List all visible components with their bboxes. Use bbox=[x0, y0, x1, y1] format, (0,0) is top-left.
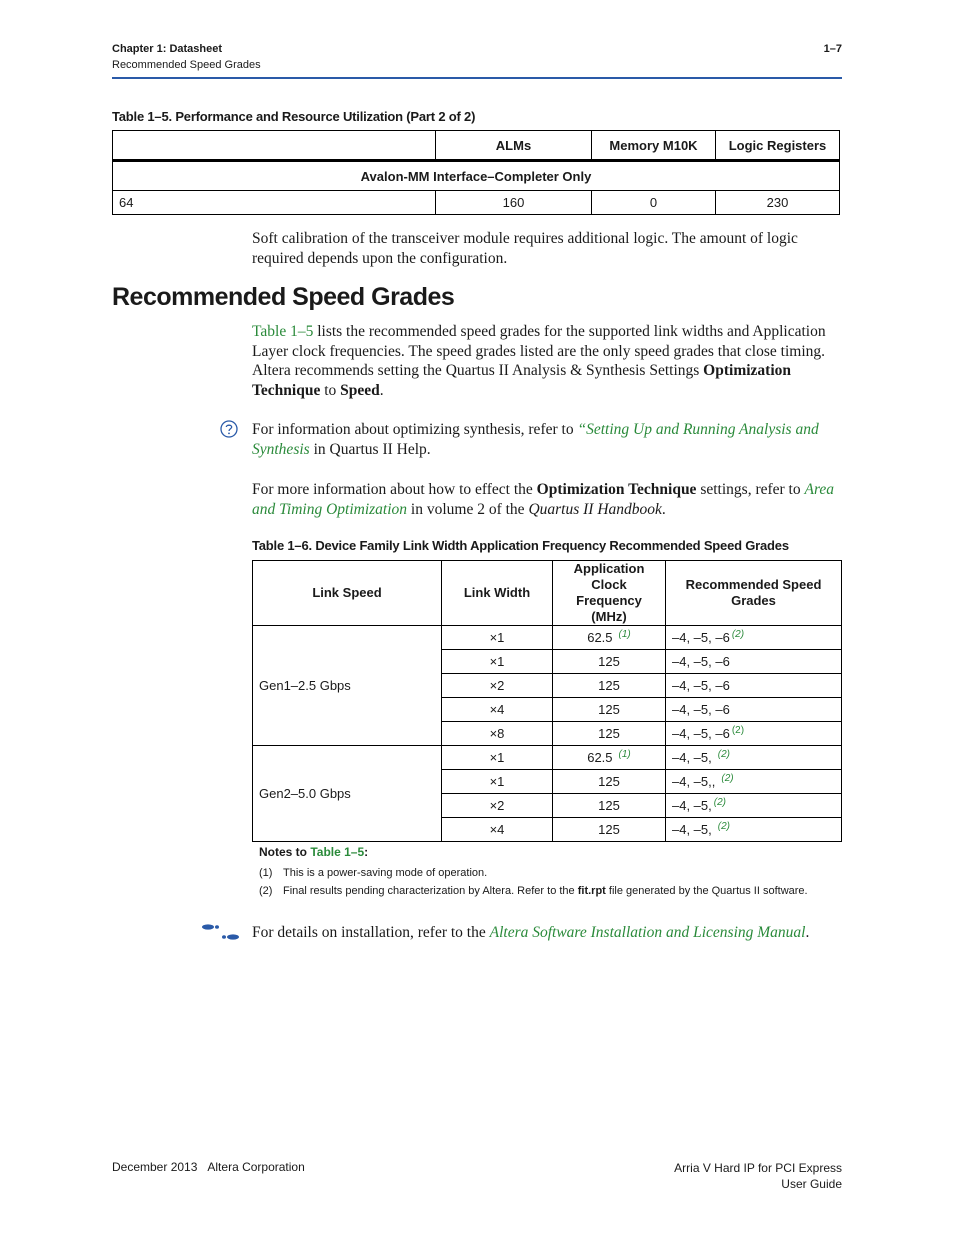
note-ref-1[interactable]: (1) bbox=[618, 749, 631, 760]
frequency-cell bbox=[553, 746, 666, 770]
table-6-caption: Table 1–6. Device Family Link Width Application Frequency Recommended Speed Grades bbox=[252, 538, 789, 553]
table-6-header-link-speed: Link Speed bbox=[253, 561, 442, 626]
intro-bold-speed: Speed bbox=[340, 381, 380, 399]
header-rule bbox=[112, 77, 842, 79]
table-row bbox=[253, 746, 842, 770]
speed-grades-cell bbox=[666, 626, 842, 650]
notes-title-text: : bbox=[364, 845, 369, 859]
frequency-cell: 125 bbox=[553, 674, 666, 698]
speed-grades-cell bbox=[666, 722, 842, 746]
header-chapter: Chapter 1: Datasheet bbox=[112, 43, 223, 55]
table-1-5-link[interactable]: Table 1–5 bbox=[252, 323, 314, 340]
speed-grades-cell bbox=[666, 794, 842, 818]
frequency-value: 62.5 bbox=[587, 630, 613, 645]
table-6-header-speed-grades: Recommended Speed Grades bbox=[666, 561, 842, 626]
footer-left bbox=[112, 1160, 305, 1174]
link-width-cell: ×1 bbox=[442, 650, 553, 674]
notes-title-text: Notes to bbox=[259, 845, 311, 859]
speed-grades-value: –4, –5, bbox=[672, 822, 712, 837]
note-number: (2) bbox=[259, 885, 273, 897]
note-number: (1) bbox=[259, 867, 273, 879]
note-ref-2[interactable]: (2) bbox=[731, 629, 745, 640]
notes-title bbox=[259, 845, 368, 859]
area-timing-link[interactable]: Area and Timing Optimization bbox=[252, 481, 835, 518]
intro-text: to bbox=[320, 381, 341, 399]
table-row bbox=[253, 626, 842, 650]
intro-paragraph bbox=[252, 322, 842, 400]
note-ref-2[interactable]: (2) bbox=[717, 821, 730, 832]
frequency-cell: 125 bbox=[553, 722, 666, 746]
note-text: Final results pending characterization by Altera. Refer to the bbox=[283, 885, 578, 897]
speed-grades-cell bbox=[666, 746, 842, 770]
table-5-header-blank bbox=[113, 131, 436, 161]
footer-date: December 2013 bbox=[112, 1160, 198, 1174]
intro-bold-optimization: Optimization Technique bbox=[252, 362, 792, 399]
link-width-cell: ×2 bbox=[442, 674, 553, 698]
table-5-cell: 160 bbox=[436, 191, 592, 215]
frequency-value: 62.5 bbox=[587, 750, 613, 765]
speed-grades-cell: –4, –5, –6 bbox=[666, 674, 842, 698]
page-number: 1–7 bbox=[823, 43, 842, 55]
help-note-text: in Quartus II Help. bbox=[309, 440, 431, 458]
speed-grades-value: –4, –5, –6 bbox=[672, 630, 730, 645]
frequency-cell: 125 bbox=[553, 770, 666, 794]
table-5-header-memory: Memory M10K bbox=[592, 131, 716, 161]
link-width-cell: ×1 bbox=[442, 770, 553, 794]
frequency-cell: 125 bbox=[553, 794, 666, 818]
more-info-bold: Optimization Technique bbox=[536, 481, 697, 498]
link-width-cell: ×4 bbox=[442, 818, 553, 842]
table-5-cell: 230 bbox=[716, 191, 840, 215]
note-2 bbox=[259, 885, 808, 897]
speed-grades-cell: –4, –5, –6 bbox=[666, 698, 842, 722]
speed-grades-value: –4, –5, bbox=[672, 750, 712, 765]
table-5 bbox=[112, 130, 840, 215]
more-info-text: For more information about how to effect the bbox=[252, 481, 537, 498]
table-6 bbox=[252, 560, 842, 842]
speed-grades-cell bbox=[666, 770, 842, 794]
frequency-cell: 125 bbox=[553, 818, 666, 842]
frequency-cell bbox=[553, 626, 666, 650]
table-6-header-frequency: Application Clock Frequency (MHz) bbox=[553, 561, 666, 626]
speed-grades-value: –4, –5, –6 bbox=[672, 726, 730, 741]
note-1 bbox=[259, 867, 487, 879]
gen2-label: Gen2–5.0 Gbps bbox=[253, 746, 442, 842]
note-text: This is a power-saving mode of operation. bbox=[283, 867, 488, 879]
footer-doc: User Guide bbox=[781, 1177, 842, 1191]
more-info-text: in volume 2 of the bbox=[407, 500, 529, 518]
frequency-cell: 125 bbox=[553, 698, 666, 722]
header-section: Recommended Speed Grades bbox=[112, 59, 261, 71]
help-note-text: For information about optimizing synthesis, refer to bbox=[252, 421, 578, 438]
table-5-cell: 0 bbox=[592, 191, 716, 215]
link-width-cell: ×1 bbox=[442, 746, 553, 770]
note-ref-2[interactable]: (2) bbox=[721, 773, 734, 784]
speed-grades-value: –4, –5, bbox=[672, 798, 712, 813]
speed-grades-cell bbox=[666, 818, 842, 842]
link-width-cell: ×2 bbox=[442, 794, 553, 818]
help-note-paragraph bbox=[252, 420, 842, 459]
footprints-icon bbox=[200, 922, 240, 944]
install-paragraph bbox=[252, 923, 842, 943]
speed-grades-value: –4, –5,, bbox=[672, 774, 716, 789]
table-6-header-link-width: Link Width bbox=[442, 561, 553, 626]
note-ref-1[interactable]: (1) bbox=[618, 629, 631, 640]
frequency-cell: 125 bbox=[553, 650, 666, 674]
notes-table-link[interactable]: Table 1–5 bbox=[310, 845, 365, 859]
link-width-cell: ×1 bbox=[442, 626, 553, 650]
table-5-group-label: Avalon-MM Interface–Completer Only bbox=[113, 161, 840, 191]
installation-manual-link[interactable]: Altera Software Installation and Licensing Manual bbox=[489, 924, 806, 941]
intro-text: lists the recommended speed grades for the supported link widths and Application Layer clock frequencies. The speed grades listed are the only speed grades that close timing. Altera recommends setting the Quartus II Analysis & Synthesis Settings bbox=[252, 323, 826, 379]
footer-right bbox=[674, 1160, 842, 1192]
note-ref-2[interactable]: (2) bbox=[713, 797, 726, 808]
soft-calibration-paragraph: Soft calibration of the transceiver module requires additional logic. The amount of logic required depends upon the configuration. bbox=[252, 230, 798, 267]
footer-product: Arria V Hard IP for PCI Express bbox=[674, 1161, 842, 1175]
footer-company: Altera Corporation bbox=[207, 1160, 305, 1174]
note-text: file generated by the Quartus II software. bbox=[605, 885, 808, 897]
intro-text: . bbox=[379, 381, 384, 399]
gen1-label: Gen1–2.5 Gbps bbox=[253, 626, 442, 746]
more-info-paragraph bbox=[252, 480, 842, 519]
install-text: For details on installation, refer to the bbox=[252, 924, 490, 941]
note-ref-2[interactable]: (2) bbox=[731, 725, 745, 736]
help-question-icon bbox=[220, 420, 238, 438]
speed-grades-cell: –4, –5, –6 bbox=[666, 650, 842, 674]
link-width-cell: ×4 bbox=[442, 698, 553, 722]
table-5-caption: Table 1–5. Performance and Resource Utilization (Part 2 of 2) bbox=[112, 109, 476, 124]
handbook-title: Quartus II Handbook bbox=[528, 500, 662, 518]
install-text: . bbox=[805, 924, 810, 941]
table-5-cell: 64 bbox=[113, 191, 436, 215]
table-5-header-registers: Logic Registers bbox=[716, 131, 840, 161]
link-width-cell: ×8 bbox=[442, 722, 553, 746]
table-row bbox=[113, 191, 840, 215]
more-info-text: . bbox=[661, 500, 666, 518]
section-heading: Recommended Speed Grades bbox=[112, 283, 455, 311]
note-bold-filename: fit.rpt bbox=[577, 885, 606, 897]
note-ref-2[interactable]: (2) bbox=[717, 749, 730, 760]
analysis-synthesis-link[interactable]: “Setting Up and Running Analysis and Synthesis bbox=[252, 421, 819, 458]
table-5-header-alms: ALMs bbox=[436, 131, 592, 161]
more-info-text: settings, refer to bbox=[696, 481, 805, 498]
